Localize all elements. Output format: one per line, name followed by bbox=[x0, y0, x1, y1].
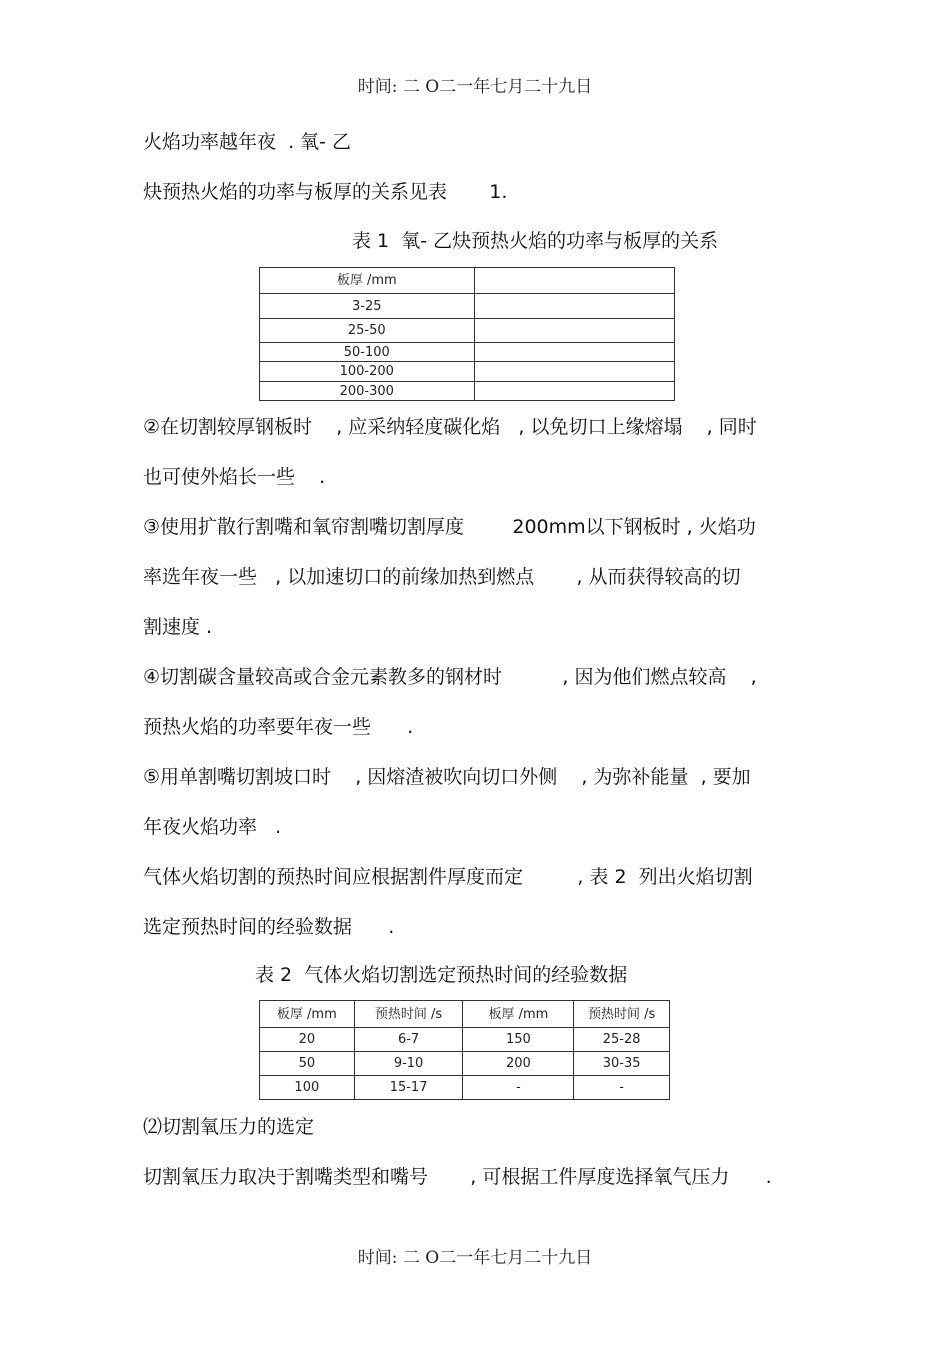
table-cell bbox=[474, 343, 674, 362]
table-cell: - bbox=[574, 1076, 670, 1100]
table-cell: 50 bbox=[260, 1052, 355, 1076]
paragraph-line: ⑤用单割嘴切割坡口时 , 因熔渣被吹向切口外侧 , 为弥补能量 , 要加 bbox=[143, 766, 751, 788]
table-cell: 9-10 bbox=[354, 1052, 463, 1076]
table2-header-row bbox=[260, 1001, 670, 1028]
section-heading: ⑵切割氧压力的选定 bbox=[143, 1116, 315, 1138]
paragraph-line: 选定预热时间的经验数据 . bbox=[143, 916, 395, 938]
table-row bbox=[260, 319, 675, 343]
paragraph-line: ④切割碳含量较高或合金元素教多的钢材时 , 因为他们燃点较高 , bbox=[143, 666, 757, 688]
table1 bbox=[259, 267, 675, 401]
table-cell: 25-50 bbox=[260, 319, 475, 343]
table2 bbox=[259, 1000, 670, 1100]
table-cell: 3-25 bbox=[260, 294, 475, 319]
table-cell: 板厚 /mm bbox=[260, 268, 475, 294]
table1-caption: 表 1 氧- 乙炔预热火焰的功率与板厚的关系 bbox=[352, 230, 719, 252]
table2-caption: 表 2 气体火焰切割选定预热时间的经验数据 bbox=[255, 964, 628, 986]
table-cell: 200 bbox=[463, 1052, 574, 1076]
table1-header-row bbox=[260, 268, 675, 294]
table-cell: 板厚 /mm bbox=[260, 1001, 355, 1028]
table-row bbox=[260, 294, 675, 319]
table-cell: 板厚 /mm bbox=[463, 1001, 574, 1028]
paragraph-line: 火焰功率越年夜 . 氧- 乙 bbox=[143, 131, 352, 153]
paragraph-line: 炔预热火焰的功率与板厚的关系见表 1. bbox=[143, 181, 508, 203]
paragraph-line: 气体火焰切割的预热时间应根据割件厚度而定 , 表 2 列出火焰切割 bbox=[143, 866, 753, 888]
paragraph-line: 预热火焰的功率要年夜一些 . bbox=[143, 716, 414, 738]
table-cell: - bbox=[463, 1076, 574, 1100]
paragraph-line: 切割氧压力取决于割嘴类型和嘴号 , 可根据工件厚度选择氧气压力 . bbox=[143, 1166, 772, 1188]
table-cell bbox=[474, 294, 674, 319]
table-row bbox=[260, 343, 675, 362]
paragraph-line: 率选年夜一些 , 以加速切口的前缘加热到燃点 , 从而获得较高的切 bbox=[143, 566, 741, 588]
paragraph-line: 割速度 . bbox=[143, 616, 213, 638]
table-cell bbox=[474, 362, 674, 382]
table-cell: 预热时间 /s bbox=[574, 1001, 670, 1028]
table-row bbox=[260, 382, 675, 401]
table-cell bbox=[474, 319, 674, 343]
page-footer-date: 时间: 二 O二一年七月二十九日 bbox=[357, 1248, 593, 1268]
table-row bbox=[260, 1076, 670, 1100]
paragraph-line: 也可使外焰长一些 . bbox=[143, 466, 326, 488]
paragraph-line: 年夜火焰功率 . bbox=[143, 816, 282, 838]
table-row bbox=[260, 1052, 670, 1076]
page-header-date: 时间: 二 O二一年七月二十九日 bbox=[357, 77, 593, 97]
table-cell bbox=[474, 268, 674, 294]
table-cell: 100-200 bbox=[260, 362, 475, 382]
table-row bbox=[260, 1028, 670, 1052]
table-cell: 150 bbox=[463, 1028, 574, 1052]
table-cell: 50-100 bbox=[260, 343, 475, 362]
table-cell: 预热时间 /s bbox=[354, 1001, 463, 1028]
paragraph-line: ②在切割较厚钢板时 , 应采纳轻度碳化焰 , 以免切口上缘熔塌 , 同时 bbox=[143, 416, 757, 438]
table-cell: 25-28 bbox=[574, 1028, 670, 1052]
table-row bbox=[260, 362, 675, 382]
table-cell: 20 bbox=[260, 1028, 355, 1052]
table-cell: 30-35 bbox=[574, 1052, 670, 1076]
table-cell: 100 bbox=[260, 1076, 355, 1100]
table-cell: 6-7 bbox=[354, 1028, 463, 1052]
table-cell: 15-17 bbox=[354, 1076, 463, 1100]
paragraph-line: ③使用扩散行割嘴和氧帘割嘴切割厚度 200mm以下钢板时 , 火焰功 bbox=[143, 516, 756, 538]
table-cell bbox=[474, 382, 674, 401]
table-cell: 200-300 bbox=[260, 382, 475, 401]
